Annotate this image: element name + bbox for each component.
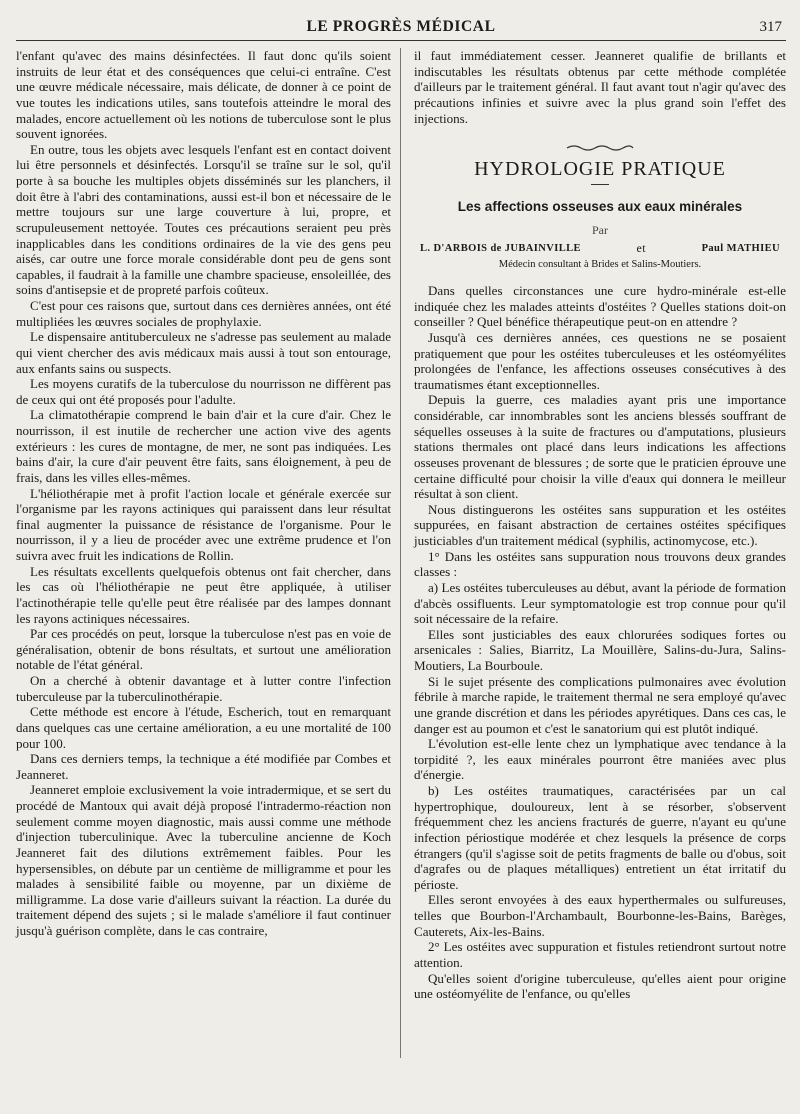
author-name: L. D'ARBOIS de JUBAINVILLE [420, 242, 581, 254]
section-title: HYDROLOGIE PRATIQUE [474, 158, 726, 181]
title-rule [591, 184, 609, 185]
paragraph: Dans quelles circonstances une cure hydro-minérale est-elle indiquée chez les malades atteints d'ostéites ? Quelles stations doit-on conseiller ? Quel bénéfice thérapeutique peut-on en attendre ? [414, 283, 786, 330]
page-number: 317 [759, 19, 782, 35]
paragraph: En outre, tous les objets avec lesquels l'enfant est en contact doivent lui être personnels et désinfectés. Lorsqu'il se traîne sur le sol, qu'il porte à sa bouche les multiples objets disséminés sur les planchers, il doit être à l'abri des contaminations, aussi est-il bon et nécessaire de le mettre toujours sur une large couverture à lui, propre, et scrupuleusement nettoyée. Toutes ces précautions seraient peu près inapplicables dans les conditions ordinaires de la vie des gens peu aisés, car outre une force morale considérable dont peu de gens sont capables, il faudrait à la famille une chambre spacieuse, ensoleillée, des soins d'antisepsie et de propreté parfois coûteux. [16, 141, 391, 298]
paragraph: L'évolution est-elle lente chez un lymphatique avec tendance à la torpidité ?, les eaux minérales pourront être maniées avec plus d'énergie. [414, 736, 786, 783]
paragraph: Nous distinguerons les ostéites sans suppuration et les ostéites suppurées, en faisant abstraction de certaines ostéites spécifiques justiciables d'un traitement médical (syphilis, actinomycose, etc.). [414, 501, 786, 548]
journal-title: LE PROGRÈS MÉDICAL [306, 18, 496, 35]
left-column [16, 48, 391, 939]
paragraph: Par ces procédés on peut, lorsque la tuberculose n'est pas en voie de généralisation, obtenir de bons résultats, et surtout une amélioration notable de l'état général. [16, 626, 391, 673]
paragraph: Le dispensaire antituberculeux ne s'adresse pas seulement au malade qui vient chercher des avis médicaux mais aussi à tout son entourage, aux enfants sains ou suspects. [16, 329, 391, 376]
section-ornament [414, 140, 786, 148]
paragraph: a) Les ostéites tuberculeuses au début, avant la période de formation d'abcès ossifluents. Leur symptomatologie est trop connue pour qu'il soit nécessaire de la refaire. [414, 579, 786, 627]
column-divider [400, 48, 401, 1058]
paragraph: Cette méthode est encore à l'étude, Escherich, tout en remarquant dans quelques cas une certaine amélioration, a eu une mortalité de 100 pour 100. [16, 704, 391, 751]
author-join: et [636, 240, 646, 255]
paragraph: Jusqu'à ces dernières années, ces questions ne se posaient pratiquement que pour les ostéites tuberculeuses et les ostéomyélites prolongées de l'enfance, les affections osseuses consécutives à des traumatismes étant exceptionnelles. [414, 329, 786, 392]
paragraph: Si le sujet présente des complications pulmonaires avec évolution fébrile à marche rapide, le traitement thermal ne sera employé qu'avec une grande discrétion et dans les périodes apyrétiques. Dans ces cas, le danger est au poumon et c'est le sanatorium qui est plutôt indiqué. [414, 673, 786, 736]
paragraph: Elles sont justiciables des eaux chlorurées sodiques fortes ou arsenicales : Salies, Biarritz, La Mouillère, Salins-du-Jura, Salins-Moutiers, La Bourboule. [414, 626, 786, 673]
article-title: Les affections osseuses aux eaux minérales [457, 199, 743, 215]
author-affiliation: Médecin consultant à Brides et Salins-Moutiers. [498, 259, 702, 271]
page-header [16, 18, 786, 41]
author-name: Paul MATHIEU [701, 242, 780, 254]
paragraph: C'est pour ces raisons que, surtout dans ces dernières années, ont été multipliées les œuvres sociales de prophylaxie. [16, 298, 391, 329]
paragraph: Depuis la guerre, ces maladies ayant pris une importance considérable, car innombrables sont les anciens blessés souffrant de séquelles osseuses à la suite de fractures ou d'amputations, plusieurs stations thermales ont placé dans leurs indications les affections osseuses provenant de blessures ; de sorte que le praticien éprouve une certaine difficulté pour choisir la ville d'eaux qui donnera le meilleur résultat à son client. [414, 392, 786, 502]
paragraph: il faut immédiatement cesser. Jeanneret qualifie de brillants et indiscutables les résultats obtenus par cette méthode complétée d'ailleurs par le traitement général. Il faut avant tout n'agir qu'avec des précautions infinies et suivre avec la plus grand soin l'effet des injections. [414, 48, 786, 126]
paragraph: Les moyens curatifs de la tuberculose du nourrisson ne diffèrent pas de ceux qui ont été proposés pour l'adulte. [16, 376, 391, 407]
paragraph: Dans ces derniers temps, la technique a été modifiée par Combes et Jeanneret. [16, 751, 391, 782]
paragraph: 2° Les ostéites avec suppuration et fistules retiendront surtout notre attention. [414, 939, 786, 970]
paragraph: L'héliothérapie met à profit l'action locale et générale exercée sur l'organisme par les rayons actiniques qui paraissent dans leur résultat final augmenter la puissance de résistance de l'organisme. Pour le nourrisson, il y a lieu de procéder avec une extrême prudence et l'on suivra avec fruit les indications de Rollin. [16, 485, 391, 563]
paragraph: Qu'elles soient d'origine tuberculeuse, qu'elles aient pour origine une ostéomyélite de l'enfance, ou qu'elles [414, 970, 786, 1002]
paragraph: b) Les ostéites traumatiques, caractérisées par un cal hypertrophique, douloureux, lent à se résorber, s'observent fréquemment chez les anciens fracturés de guerre, n'ayant eu qu'une infection périostique modérée et chez lesquels la présence de corps étrangers (qu'il s'agisse soit de petits fragments de balle ou d'obus, soit d'agrafes ou de plaques métalliques) entretient un état irritatif du périoste. [414, 783, 786, 892]
paragraph: On a cherché à obtenir davantage et à lutter contre l'infection tuberculeuse par la tuberculinothérapie. [16, 673, 391, 704]
right-column [414, 48, 786, 1002]
ornament-icon [565, 144, 635, 152]
authors-line [420, 241, 780, 257]
paragraph: Jeanneret emploie exclusivement la voie intradermique, et se sert du procédé de Mantoux qui avait déjà proposé l'intradermo-réaction non seulement comme moyen diagnostic, mais aussi comme une méthode d'injection tuberculinique. Avec la tuberculine ancienne de Koch Jeanneret fait des dilutions extrêmement faibles. Pour les hypersensibles, on débute par un centième de milligramme et pour les malades à sensibilité faible ou moyenne, par un dixième de milligramme. La dose varie d'ailleurs suivant la réaction. La durée du traitement dépend des sujets ; si le malade s'améliore il faut continuer jusqu'à guérison complète, dans le cas contraire, [16, 782, 391, 938]
paragraph: Les résultats excellents quelquefois obtenus ont fait chercher, dans les cas où l'héliothérapie ne peut être appliquée, à utiliser l'actinothérapie telle qu'elle peut être réalisée par des lampes donnant les rayons actiniques nécessaires. [16, 563, 391, 626]
paragraph: 1° Dans les ostéites sans suppuration nous trouvons deux grandes classes : [414, 548, 786, 580]
by-line: Par [592, 223, 608, 238]
paragraph: Elles seront envoyées à des eaux hyperthermales ou sulfureuses, telles que Bourbon-l'Archambault, Bourbonne-les-Bains, Barèges, Cauterets, Aix-les-Bains. [414, 892, 786, 939]
paragraph: l'enfant qu'avec des mains désinfectées. Il faut donc qu'ils soient instruits de leur état et des conséquences que celui-ci entraîne. C'est une œuvre médicale nécessaire, mais délicate, de donner à ce point de vue toutes les indications utiles, sans toutefois atteindre le moral des malades, encore actuellement où les notions de tuberculose sont le plus souvent ignorées. [16, 48, 391, 142]
paragraph: La climatothérapie comprend le bain d'air et la cure d'air. Chez le nourrisson, il est inutile de rechercher une action vive des agents extérieurs : les cures de montagne, de mer, ne sont pas indiquées. Les bains d'air, la cure d'air peuvent être faits, sans éloignement, à peu de frais, dans les villes elles-mêmes. [16, 407, 391, 485]
